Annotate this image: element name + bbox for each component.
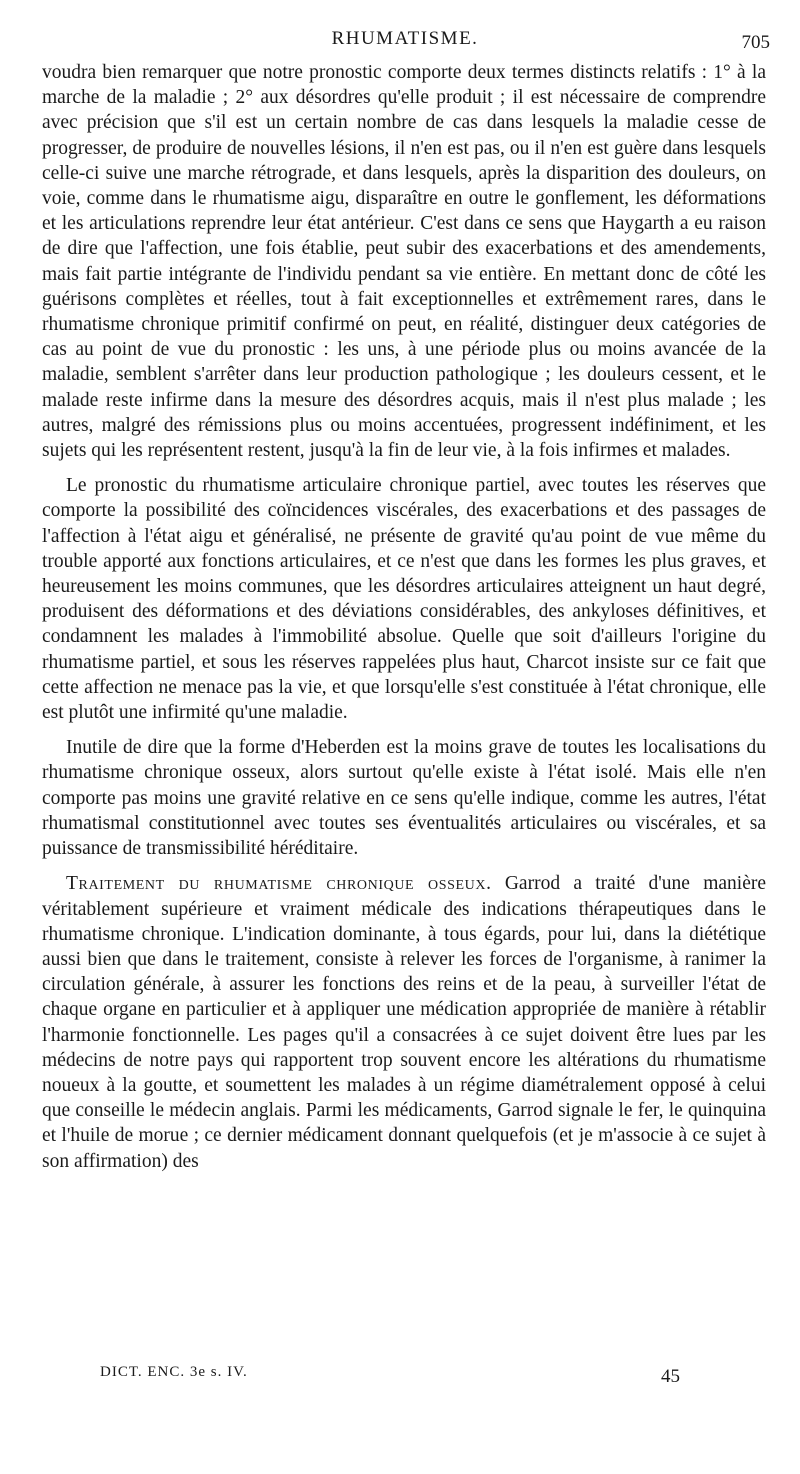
section-heading: Traitement du rhumatisme chronique osseux. (66, 873, 492, 895)
sheet-number: 45 (661, 1366, 680, 1387)
page-number: 705 (741, 32, 770, 53)
paragraph-1: voudra bien remarquer que notre pronostic comporte deux termes distincts relatifs : 1° à la marche de la maladie ; 2° aux désordres qu'elle produit ; il est nécessaire de comprendre avec précision que s'il est un certain nombre de cas dans lesquels la maladie cesse de progresser, de produire de nouvelles lésions, il n'en est pas, ou il n'en est guère dans lesquels celle-ci suive une marche rétrograde, et dans lesquels, après la disparition des douleurs, on voie, comme dans le rhumatisme aigu, disparaître en outre le gonflement, les déformations et les articulations reprendre leur état antérieur. C'est dans ce sens que Haygarth a eu raison de dire que l'affection, une fois établie, peut subir des exacerbations et des amendements, mais fait partie intégrante de l'individu pendant sa vie entière. En mettant donc de côté les guérisons complètes et réelles, tout à fait exceptionnelles et extrêmement rares, dans le rhumatisme chronique primitif confirmé on peut, en réalité, distinguer deux catégories de cas au point de vue du pronostic : les uns, à une période plus ou moins avancée de la maladie, semblent s'arrêter dans leur production pathologique ; les douleurs cessent, et le malade reste infirme dans la mesure des désordres acquis, mais il n'est plus malade ; les autres, malgré des rémissions plus ou moins accentuées, progressent indéfiniment, et les sujets qui les représentent restent, jusqu'à la fin de leur vie, à la fois infirmes et malades. (42, 62, 766, 462)
running-title: RHUMATISME. (331, 28, 479, 49)
paragraph-3: Inutile de dire que la forme d'Heberden est la moins grave de toutes les localisations du rhumatisme chronique osseux, alors surtout qu'elle existe à l'état isolé. Mais elle n'en comporte pas moins une gravité relative en ce sens qu'elle indique, comme les autres, l'état rhumatismal constitutionnel avec toutes ses éventualités articulaires ou viscérales, et sa puissance de transmissibilité héréditaire. (42, 737, 766, 860)
running-head (40, 28, 770, 56)
signature-mark: DICT. ENC. 3e s. IV. (100, 1364, 248, 1380)
body-text (42, 60, 766, 1184)
paragraph-4-text: Garrod a traité d'une manière véritablement supérieure et vraiment médicale des indications thérapeutiques dans le rhumatisme chronique. L'indication dominante, à tous égards, pour lui, dans la diététique aussi bien que dans le traitement, consiste à relever les forces de l'organisme, à ranimer la circulation générale, à assurer les fonctions des reins et de la peau, à surveiller l'état de chaque organe en particulier et à appliquer une médication appropriée de manière à rétablir l'harmonie fonctionnelle. Les pages qu'il a consacrées à ce sujet doivent être lues par les médecins de notre pays qui rapportent trop souvent encore les altérations du rhumatisme noueux à la goutte, et soumettent les malades à un régime diamétralement opposé à celui que conseille le médecin anglais. Parmi les médicaments, Garrod signale le fer, le quinquina et l'huile de morue ; ce dernier médicament donnant quelquefois (et je m'associe à ce sujet à son affirmation) des (42, 873, 767, 1172)
footer (100, 1364, 680, 1390)
paragraph-4 (42, 871, 766, 1173)
paragraph-2: Le pronostic du rhumatisme articulaire chronique partiel, avec toutes les réserves que comporte la possibilité des coïncidences viscérales, des exacerbations et des passages de l'affection à l'état aigu et généralisé, ne présente de gravité qu'au point de vue même du trouble apporté aux fonctions articulaires, et ce n'est que dans les formes les plus graves, et heureusement les moins communes, que les désordres articulaires atteignent un haut degré, produisent des déformations et des déviations considérables, des ankyloses définitives, et condamnent les malades à l'immobilité absolue. Quelle que soit d'ailleurs l'origine du rhumatisme partiel, et sous les réserves rappelées plus haut, Charcot insiste sur ce fait que cette affection ne menace pas la vie, et que lorsqu'elle s'est constituée à l'état chronique, elle est plutôt une infirmité qu'une maladie. (42, 475, 766, 724)
